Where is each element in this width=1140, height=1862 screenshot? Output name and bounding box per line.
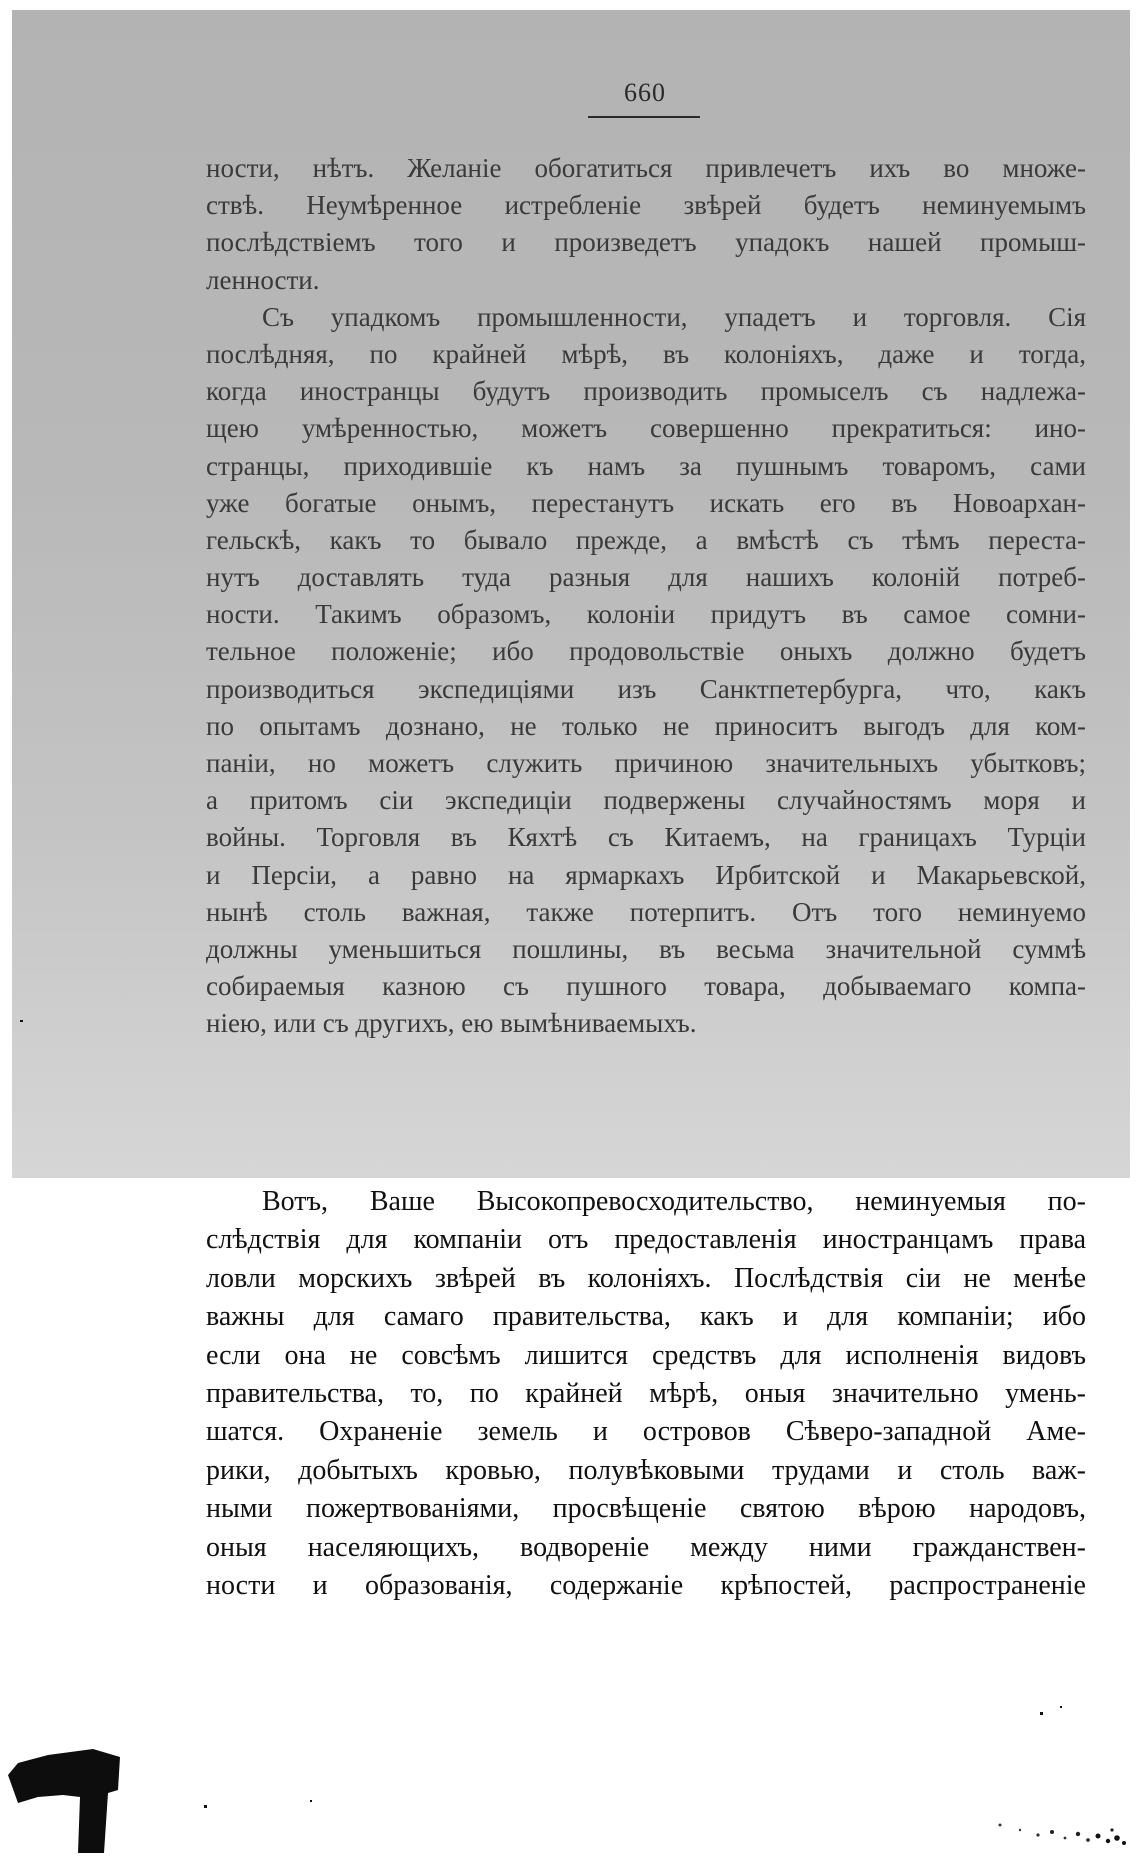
paragraph-block-upper [206,150,1086,1043]
scan-dot [1040,1712,1043,1715]
text-line: и Персіи, а равно на ярмаркахъ Ирбитской и Макарьевской, [206,859,1086,890]
text-line: ности и образованія, содержаніе крѣпостей, распространеніе [206,1569,1086,1601]
text-line: паніи, но можетъ служить причиною значительныхъ убытковъ; [206,748,1086,778]
text-line: нынѣ столь важная, также потерпитъ. Отъ того неминуемо [206,896,1086,927]
text-line: ленности. [206,264,320,295]
text-line: ніею, или съ другихъ, ею вымѣниваемыхъ. [206,1008,697,1039]
text-line: послѣдствіемъ того и произведетъ упадокъ нашей промыш- [206,227,1086,258]
text-line: уже богатые онымъ, перестанутъ искать его въ Новоархан- [206,487,1086,518]
text-line: когда иностранцы будутъ производить промыселъ съ надлежа- [206,376,1086,407]
text-line: тельное положеніе; ибо продовольствіе оныхъ должно будетъ [206,636,1086,667]
text-line: производиться экспедиціями изъ Санктпетербурга, что, какъ [206,673,1086,704]
text-line: важны для самаго правительства, какъ и для компаніи; ибо [206,1301,1086,1333]
scan-dot [204,1805,207,1808]
scan-artifact-bracket [8,1745,123,1855]
text-line: рики, добытыхъ кровью, полувѣковыми трудами и столь важ- [206,1454,1086,1486]
text-line: Съ упадкомъ промышленности, упадетъ и торговля. Сія [262,301,1086,332]
text-line: Вотъ, Ваше Высокопревосходительство, неминуемыя по- [262,1186,1086,1217]
text-line: собираемыя казною съ пушного товара, добываемаго компа- [206,971,1086,1002]
text-line: щею умѣренностью, можетъ совершенно прекратиться: ино- [206,413,1086,444]
scan-dot [20,1020,23,1022]
text-line: шатся. Охраненіе земель и островов Сѣверо-западной Аме- [206,1416,1086,1448]
page-number-rule [588,116,700,118]
text-line: а притомъ сіи экспедиціи подвержены случайностямъ моря и [206,785,1086,816]
text-line: по опытамъ дознано, не только не приноситъ выгодъ для ком- [206,710,1086,741]
text-line: ловли морскихъ звѣрей въ колоніяхъ. Послѣдствія сіи не менѣе [206,1262,1086,1294]
text-line: если она не совсѣмъ лишится средствъ для исполненія видовъ [206,1339,1086,1371]
paragraph-block-lower [206,1183,1086,1605]
scan-dot [310,1800,312,1802]
text-line: нутъ доставлять туда разныя для нашихъ колоній потреб- [206,562,1086,593]
text-line: должны уменьшиться пошлины, въ весьма значительной суммѣ [206,933,1086,964]
scan-dot [1060,1706,1062,1708]
text-line: ности, нѣтъ. Желаніе обогатиться привлечетъ ихъ во множе- [206,153,1086,183]
text-line: войны. Торговля въ Кяхтѣ съ Китаемъ, на границахъ Турціи [206,822,1086,853]
text-line: ными пожертвованіями, просвѣщеніе святою вѣрою народовъ, [206,1493,1086,1525]
text-line: ности. Такимъ образомъ, колоніи придутъ въ самое сомни- [206,599,1086,630]
text-line: ствѣ. Неумѣренное истребленіе звѣрей будетъ неминуемымъ [206,190,1086,221]
text-line: послѣдняя, по крайней мѣрѣ, въ колоніяхъ, даже и тогда, [206,338,1086,369]
text-line: гельскѣ, какъ то бывало прежде, а вмѣстѣ съ тѣмъ переста- [206,524,1086,555]
text-line: правительства, то, по крайней мѣрѣ, оныя значительно умень- [206,1377,1086,1409]
page-number: 660 [624,78,666,107]
text-line: странцы, приходившіе къ намъ за пушнымъ товаромъ, сами [206,450,1086,481]
text-line: оныя населяющихъ, водвореніе между ними гражданствен- [206,1531,1086,1563]
scan-artifact-speckles [990,1800,1130,1850]
text-line: слѣдствія для компаніи отъ предоставленія иностранцамъ права [206,1224,1086,1256]
